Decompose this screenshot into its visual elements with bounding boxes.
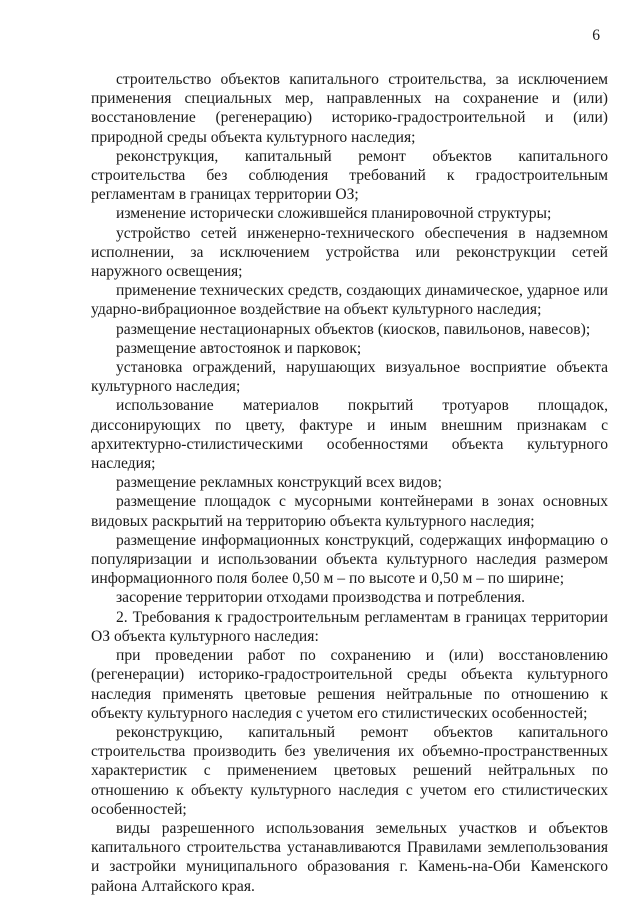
document-body [91,70,608,896]
paragraph: размещение информационных конструкций, содержащих информацию о популяризации и использовании объекта культурного наследия размером информационного поля более 0,50 м – по высоте и 0,50 м – по ширине; [91,531,608,588]
paragraph: использование материалов покрытий тротуаров площадок, диссонирующих по цвету, фактуре и иным внешним признакам с архитектурно-стилистическими особенностями объекта культурного наследия; [91,397,608,473]
paragraph: размещение рекламных конструкций всех видов; [116,474,442,492]
paragraph: реконструкцию, капитальный ремонт объектов капитального строительства производить без увеличения их объемно-пространственных характеристик с применением цветовых решений нейтральных по отношению к объекту культурного наследия с учетом его стилистических особенностей; [91,723,608,818]
paragraph: при проведении работ по сохранению и (или) восстановлению (регенерации) историко-градостроительной среды объекта культурного наследия применять цветовые решения нейтральные по отношению к объекту культурного наследия с учетом его стилистических особенностей; [91,647,608,722]
paragraph: строительство объектов капитального строительства, за исключением применения специальных мер, направленных на сохранение и (или) восстановление (регенерацию) историко-градостроительной и (или) природной среды объекта культурного наследия; [91,71,608,146]
paragraph: размещение площадок с мусорными контейнерами в зонах основных видовых раскрытий на территорию объекта культурного наследия; [91,493,608,530]
paragraph: установка ограждений, нарушающих визуальное восприятие объекта культурного наследия; [91,359,608,396]
paragraph: размещение нестационарных объектов (киосков, павильонов, навесов); [116,320,591,338]
paragraph: применение технических средств, создающих динамическое, ударное или ударно-вибрационное воздействие на объект культурного наследия; [91,282,608,319]
paragraph: размещение автостоянок и парковок; [116,339,362,357]
paragraph: реконструкция, капитальный ремонт объектов капитального строительства без соблюдения требований к градостроительным регламентам в границах территории ОЗ; [91,147,608,204]
paragraph: засорение территории отходами производства и потребления. [116,589,526,607]
paragraph: виды разрешенного использования земельных участков и объектов капитального строительства устанавливаются Правилами землепользования и застройки муниципального образования г. Камень-на-Оби Каменского района Алтайского края. [91,819,608,895]
page-number: 6 [592,27,600,44]
paragraph: устройство сетей инженерно-технического обеспечения в надземном исполнении, за исключением устройства или реконструкции сетей наружного освещения; [91,224,608,281]
section-heading: 2. Требования к градостроительным регламентам в границах территории ОЗ объекта культурного наследия: [91,608,608,645]
paragraph: изменение исторически сложившейся планировочной структуры; [116,205,552,223]
